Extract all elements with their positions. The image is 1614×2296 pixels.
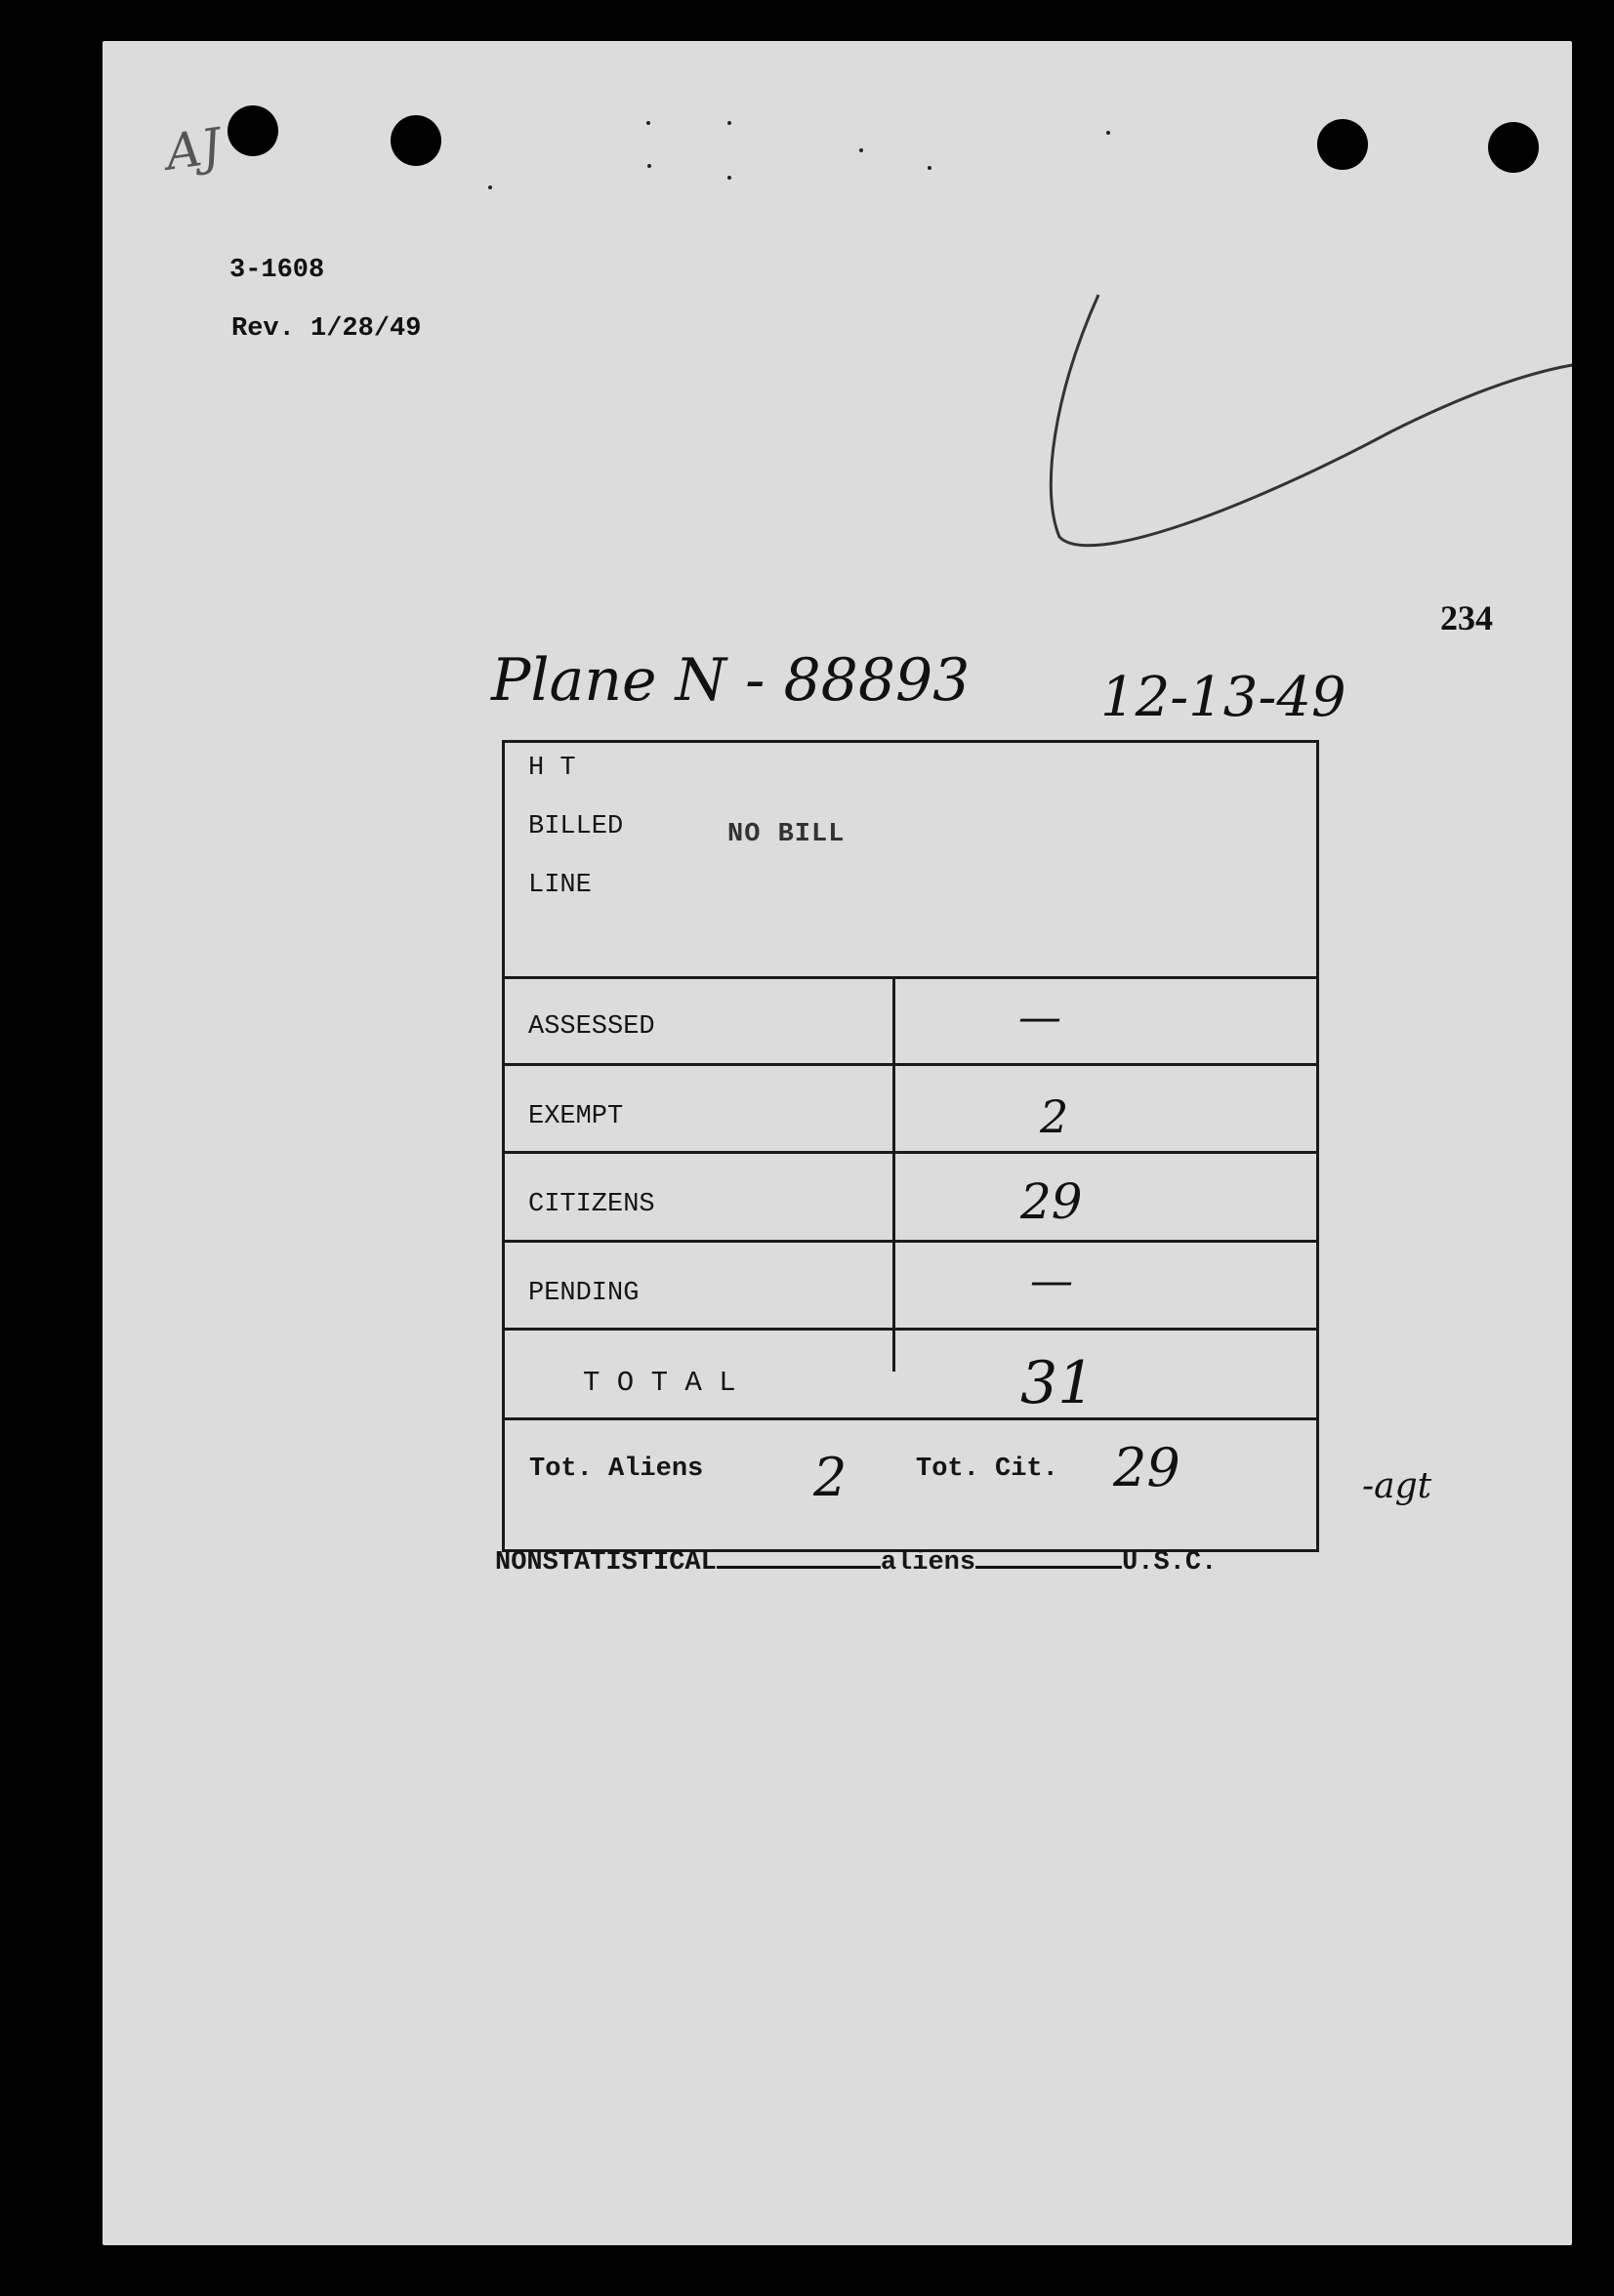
table-row-separator [502, 1417, 1319, 1420]
page-number: 234 [1440, 598, 1493, 637]
no-bill-stamp: NO BILL [727, 820, 846, 849]
nonstatistical-line [495, 1544, 1217, 1578]
punch-hole-icon [1317, 119, 1368, 170]
tot-cit-label: Tot. Cit. [916, 1455, 1058, 1484]
total-label: T O T A L [583, 1367, 736, 1399]
tot-aliens-value: 2 [813, 1447, 848, 1508]
table-row-separator [502, 1240, 1319, 1243]
nonstatistical-label: NONSTATISTICAL [495, 1548, 717, 1578]
speck-mark [488, 185, 492, 189]
punch-hole-icon [391, 115, 441, 166]
table-row-separator [502, 1063, 1319, 1066]
speck-mark [727, 176, 731, 180]
speck-mark [647, 164, 651, 168]
line-label: LINE [528, 871, 592, 900]
exempt-value: 2 [1040, 1090, 1069, 1143]
nonstatistical-usc-blank [975, 1544, 1122, 1569]
speck-mark [646, 121, 650, 125]
speck-mark [928, 166, 931, 170]
corner-initials: AJ [162, 117, 225, 182]
assessed-label: ASSESSED [528, 1012, 655, 1042]
pending-value: — [1030, 1256, 1073, 1306]
ht-label: H T [528, 754, 576, 783]
form-number: 3-1608 [229, 256, 325, 285]
citizens-label: CITIZENS [528, 1190, 655, 1219]
citizens-value: 29 [1020, 1173, 1083, 1230]
table-row-separator [502, 1328, 1319, 1331]
margin-initials: -agt [1362, 1466, 1432, 1506]
table-row-separator [502, 1151, 1319, 1154]
speck-mark [727, 121, 731, 125]
table-column-divider [892, 976, 895, 1372]
check-mark-icon [1030, 275, 1577, 578]
punch-hole-icon [1488, 122, 1539, 173]
usc-label: U.S.C. [1122, 1548, 1218, 1578]
billed-label: BILLED [528, 812, 624, 841]
exempt-label: EXEMPT [528, 1102, 624, 1131]
total-value: 31 [1020, 1349, 1096, 1417]
header-block [502, 740, 1319, 979]
assessed-value: — [1018, 993, 1061, 1043]
document-sheet [103, 41, 1572, 2245]
tot-cit-value: 29 [1113, 1437, 1180, 1498]
handwritten-date: 12-13-49 [1100, 666, 1346, 729]
plane-number: Plane N - 88893 [491, 646, 971, 715]
nonstatistical-aliens-blank [717, 1544, 881, 1569]
pending-label: PENDING [528, 1279, 640, 1308]
speck-mark [859, 148, 863, 152]
form-revision: Rev. 1/28/49 [231, 314, 422, 344]
punch-hole-icon [228, 105, 278, 156]
aliens-label: aliens [880, 1548, 976, 1578]
tot-aliens-label: Tot. Aliens [529, 1455, 704, 1484]
speck-mark [1106, 131, 1110, 135]
